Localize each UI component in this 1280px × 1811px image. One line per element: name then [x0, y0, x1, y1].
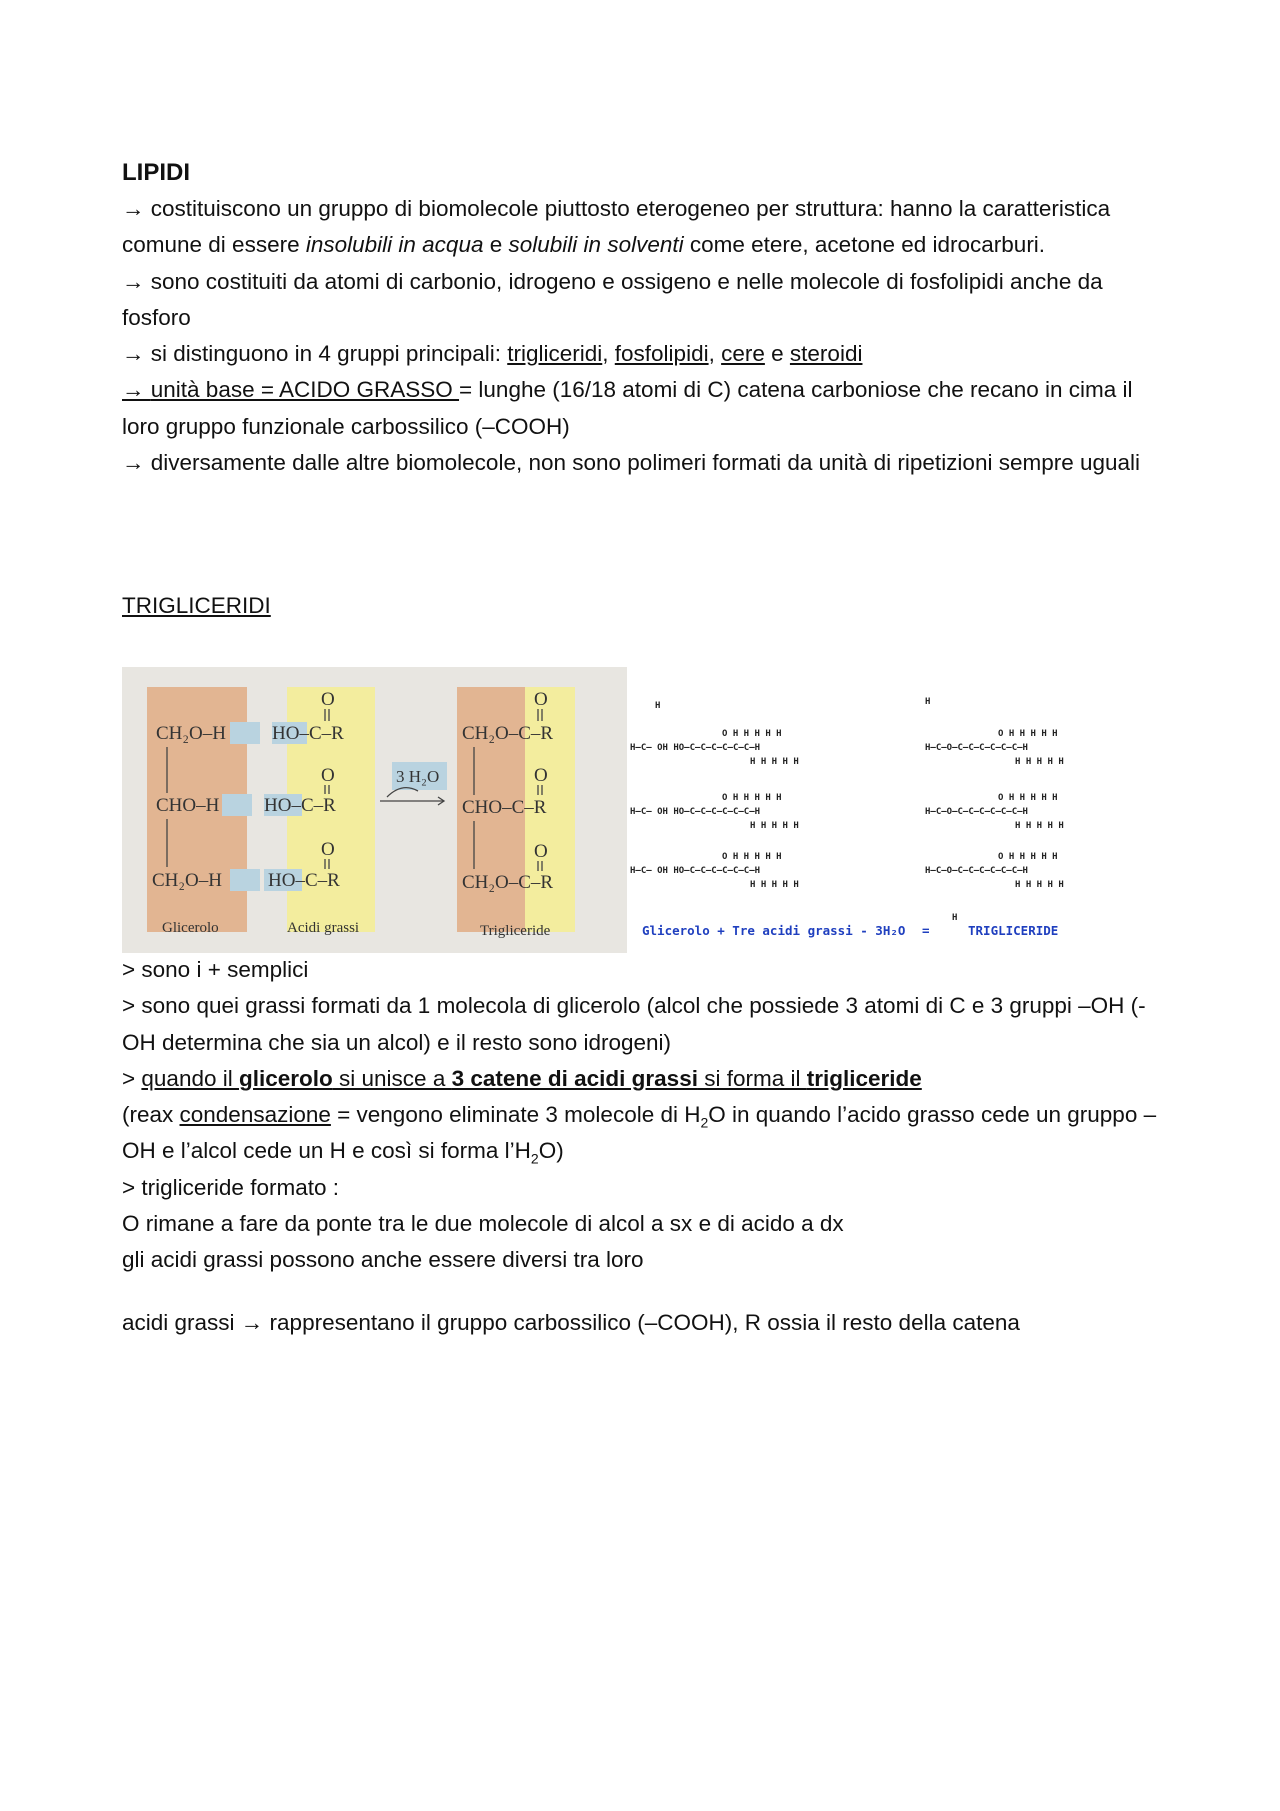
- formula-text: CH₂O–H: [156, 723, 226, 744]
- reaction-diagram: [122, 667, 627, 953]
- paragraph: → si distinguono in 4 gruppi principali: trigliceridi, fosfolipidi, cere e steroidi: [122, 341, 863, 367]
- formula-text: CH₂O–C–R: [462, 872, 554, 893]
- formula-glyph: H H H H H: [1015, 757, 1064, 767]
- formula-glyph: H: [655, 701, 661, 711]
- paragraph: → sono costituiti da atomi di carbonio, idrogeno e ossigeno e nelle molecole di fosfolipidi anche da fosforo: [122, 268, 1103, 330]
- formula-text: HO–C–R: [268, 870, 340, 891]
- formula-glyph: H—C— OH HO—C—C—C—C—C—C—H: [630, 807, 761, 817]
- section-title: TRIGLICERIDI: [122, 593, 271, 618]
- formula-glyph: O H H H H H: [722, 729, 782, 739]
- formula-glyph: O H H H H H: [998, 793, 1058, 803]
- formula-text: CHO–C–R: [462, 797, 547, 818]
- label-trigliceride: Trigliceride: [480, 923, 551, 939]
- paragraph: → costituiscono un gruppo di biomolecole piuttosto eterogeneo per struttura: hanno la caratteristica comune di essere insolubili in acqua e solubili in solventi come etere, acetone ed idrocarburi.: [122, 196, 1111, 258]
- caption-product: TRIGLICERIDE: [968, 923, 1059, 938]
- formula-glyph: H H H H H: [1015, 821, 1064, 831]
- formula-text: O: [534, 765, 548, 786]
- formula-glyph: H H H H H: [750, 757, 799, 767]
- arrow-icon: →: [122, 450, 145, 476]
- structural-diagram: [630, 690, 1150, 952]
- triglyceride-notes: [122, 952, 1172, 1279]
- paragraph: > trigliceride formato :: [122, 1174, 339, 1200]
- arrow-icon: →: [122, 377, 145, 403]
- formula-glyph: O H H H H H: [998, 729, 1058, 739]
- formula-text: HO–C–R: [264, 795, 336, 816]
- formula-glyph: H: [952, 913, 958, 923]
- paragraph: → unità base = ACIDO GRASSO = lunghe (16/18 atomi di C) catena carboniose che recano in cima il loro gruppo funzionale carbossilico (–COOH): [122, 377, 1133, 439]
- arrow-icon: →: [122, 268, 145, 294]
- formula-glyph: H—C—O—C—C—C—C—C—C—H: [925, 866, 1028, 876]
- formula-glyph: H H H H H: [750, 880, 799, 890]
- formula-text: CHO–H: [156, 795, 220, 816]
- formula-text: O: [534, 689, 548, 710]
- caption-reactants: Glicerolo + Tre acidi grassi - 3H₂O: [642, 923, 906, 938]
- formula-glyph: O H H H H H: [998, 852, 1058, 862]
- formula-glyph: H—C— OH HO—C—C—C—C—C—C—H: [630, 866, 761, 876]
- label-glicerolo: Glicerolo: [162, 920, 219, 936]
- arrow-icon: →: [240, 1310, 264, 1335]
- paragraph: > sono quei grassi formati da 1 molecola di glicerolo (alcol che possiede 3 atomi di C e 3 gruppi –OH (-OH determina che sia un alcol) e il resto sono idrogeni): [122, 993, 1146, 1055]
- formula-text: O: [534, 841, 548, 862]
- arrow-icon: →: [122, 196, 145, 221]
- triglyceride-reaction-image: [122, 667, 627, 953]
- intro-block: [122, 155, 1172, 481]
- formula-text: O: [321, 765, 335, 786]
- structural-formula-image: [630, 690, 1150, 952]
- paragraph: acidi grassi → rappresentano il gruppo carbossilico (–COOH), R ossia il resto della catena: [122, 1310, 1020, 1335]
- formula-text: CH₂O–H: [152, 870, 222, 891]
- formula-glyph: H—C— OH HO—C—C—C—C—C—C—H: [630, 743, 761, 753]
- formula-text: HO–C–R: [272, 723, 344, 744]
- caption-equals: =: [922, 923, 930, 938]
- formula-text: O: [321, 689, 335, 710]
- paragraph: > quando il glicerolo si unisce a 3 catene di acidi grassi si forma il trigliceride: [122, 1065, 922, 1091]
- paragraph: O rimane a fare da ponte tra le due molecole di alcol a sx e di acido a dx: [122, 1211, 844, 1237]
- page-title: LIPIDI: [122, 159, 191, 186]
- formula-glyph: H H H H H: [750, 821, 799, 831]
- label-acidi-grassi: Acidi grassi: [287, 920, 360, 936]
- formula-text: O: [321, 839, 335, 860]
- formula-glyph: O H H H H H: [722, 852, 782, 862]
- paragraph: gli acidi grassi possono anche essere diversi tra loro: [122, 1247, 644, 1273]
- arrow-icon: →: [122, 341, 145, 367]
- formula-glyph: H: [925, 697, 931, 707]
- formula-text: CH₂O–C–R: [462, 723, 554, 744]
- formula-glyph: H—C—O—C—C—C—C—C—C—H: [925, 743, 1028, 753]
- fatty-acid-note: [122, 1305, 1172, 1341]
- water-label: 3 H₂O: [396, 767, 440, 786]
- formula-glyph: H—C—O—C—C—C—C—C—C—H: [925, 807, 1028, 817]
- paragraph: (reax condensazione = vengono eliminate 3 molecole di $H_2O$ in quando l’acido grasso cede un gruppo –OH e l’alcol cede un H e così si forma $l’H_2O$): [122, 1102, 1157, 1167]
- formula-glyph: O H H H H H: [722, 793, 782, 803]
- paragraph: > sono i + semplici: [122, 957, 309, 982]
- paragraph: → diversamente dalle altre biomolecole, non sono polimeri formati da unità di ripetizioni sempre uguali: [122, 450, 1141, 476]
- formula-glyph: H H H H H: [1015, 880, 1064, 890]
